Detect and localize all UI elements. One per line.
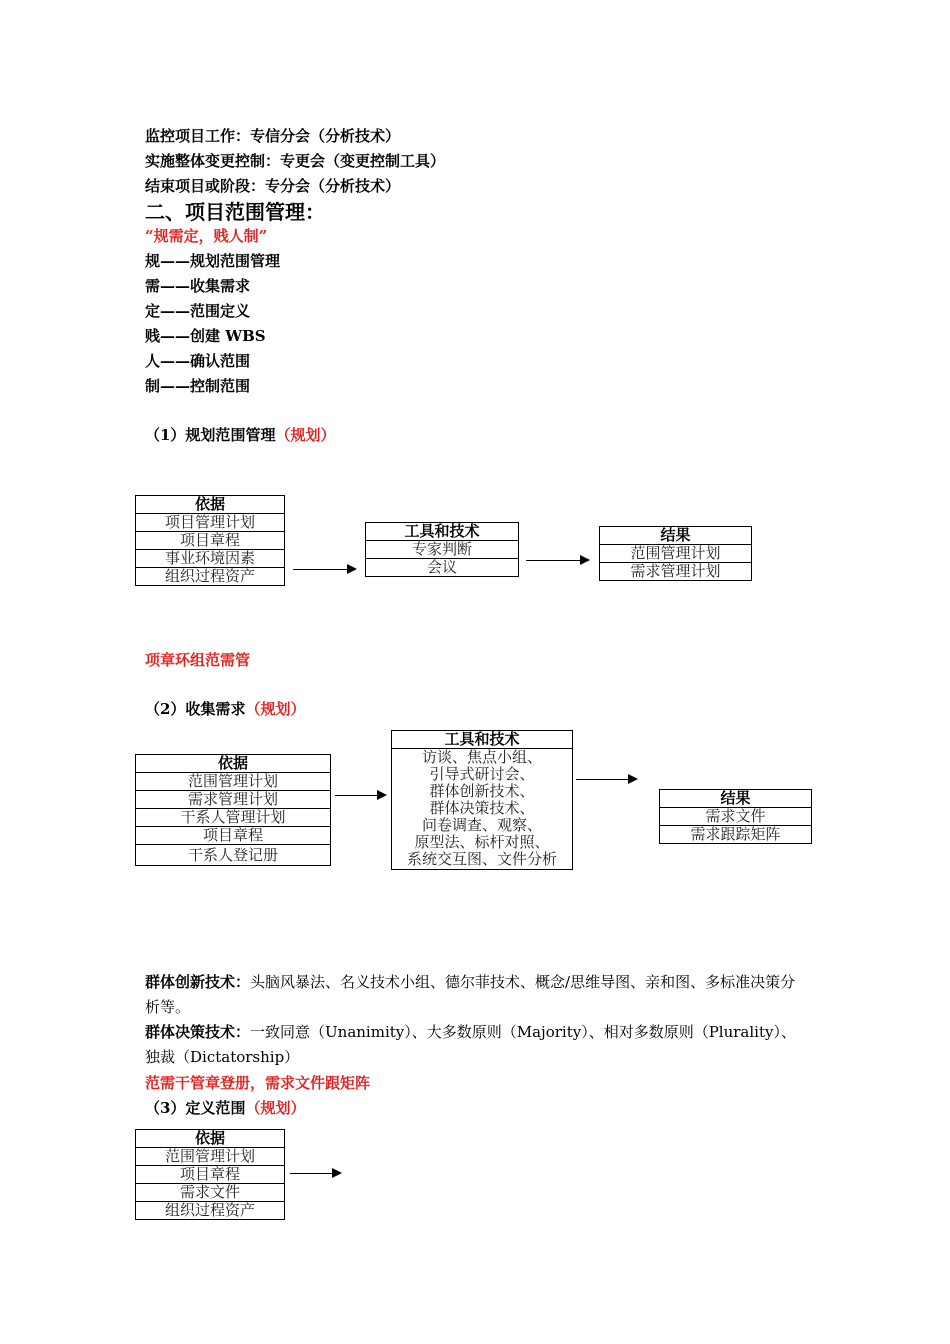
d1-outputs-header: 结果 xyxy=(660,527,691,544)
note-1-text: 头脑风暴法、名义技术小组、德尔菲技术、概念/思维导图、亲和图、多标准决策分析等。 xyxy=(145,973,796,1016)
note-1-label: 群体创新技术： xyxy=(145,973,251,991)
d2-output-item: 需求文件 xyxy=(660,807,811,825)
d1-tools-box xyxy=(365,522,519,577)
mnemonic-item: 贱——创建 WBS xyxy=(145,327,266,345)
intro-line-1: 监控项目工作：专信分会（分析技术） xyxy=(145,127,401,145)
subsection-1-title: （1）规划范围管理 xyxy=(145,426,276,444)
d3-input-item: 项目章程 xyxy=(136,1165,284,1183)
d2-inputs-box xyxy=(135,754,331,866)
mnemonic-item: 定——范围定义 xyxy=(145,302,251,320)
note-2-label: 群体决策技术： xyxy=(145,1023,251,1041)
d2-tools-list xyxy=(392,748,572,869)
subsection-3-tag: （规划） xyxy=(245,1099,306,1117)
subsection-1-heading xyxy=(145,425,335,445)
memo-2: 范需干管章登册，需求文件跟矩阵 xyxy=(145,1074,371,1092)
d2-input-item: 需求管理计划 xyxy=(136,790,330,808)
d2-tool-line: 原型法、标杆对照、 xyxy=(414,833,550,851)
d1-input-item: 项目章程 xyxy=(136,531,284,549)
d1-arrow-2 xyxy=(526,560,588,561)
d2-input-item: 范围管理计划 xyxy=(136,772,330,790)
mnemonic-item: 制——控制范围 xyxy=(145,377,251,395)
d2-inputs-header: 依据 xyxy=(217,755,248,772)
mnemonic-item: 需——收集需求 xyxy=(145,277,251,295)
d2-output-item: 需求跟踪矩阵 xyxy=(660,825,811,843)
mnemonic: “规需定，贱人制” xyxy=(145,227,268,245)
d1-inputs-box xyxy=(135,495,285,586)
note-2-text: 一致同意（Unanimity）、大多数原则（Majority）、相对多数原则（Plurality）、独裁（Dictatorship） xyxy=(145,1023,796,1066)
note-group-creativity xyxy=(145,970,810,1020)
subsection-3-title: （3）定义范围 xyxy=(145,1099,246,1117)
d2-outputs-header: 结果 xyxy=(720,790,751,807)
subsection-3-heading xyxy=(145,1098,305,1118)
d3-inputs-box xyxy=(135,1129,285,1220)
d1-tools-header: 工具和技术 xyxy=(404,523,480,540)
d1-outputs-box xyxy=(599,526,752,581)
d1-input-item: 项目管理计划 xyxy=(136,513,284,531)
d3-input-item: 范围管理计划 xyxy=(136,1147,284,1165)
section-title: 二、项目范围管理： xyxy=(145,200,325,224)
memo-1: 项章环组范需管 xyxy=(145,651,251,669)
d2-arrow-1 xyxy=(335,795,385,796)
intro-line-3: 结束项目或阶段：专分会（分析技术） xyxy=(145,177,401,195)
d3-input-item: 组织过程资产 xyxy=(136,1201,284,1219)
d3-input-item: 需求文件 xyxy=(136,1183,284,1201)
d2-tool-line: 系统交互图、文件分析 xyxy=(406,850,557,868)
d2-tool-line: 群体决策技术、 xyxy=(429,799,535,817)
d2-tool-line: 问卷调查、观察、 xyxy=(421,816,542,834)
d1-tool-item: 专家判断 xyxy=(366,540,518,558)
d1-output-item: 需求管理计划 xyxy=(600,562,751,580)
subsection-2-title: （2）收集需求 xyxy=(145,700,246,718)
d1-arrow-1 xyxy=(293,569,355,570)
d1-tool-item: 会议 xyxy=(366,558,518,576)
d3-inputs-header: 依据 xyxy=(194,1130,225,1147)
d2-input-item: 项目章程 xyxy=(136,826,330,844)
d2-tools-box xyxy=(391,730,573,870)
d1-input-item: 组织过程资产 xyxy=(136,567,284,585)
intro-line-2: 实施整体变更控制：专更会（变更控制工具） xyxy=(145,152,446,170)
subsection-2-tag: （规划） xyxy=(245,700,306,718)
d2-input-item: 干系人管理计划 xyxy=(136,808,330,826)
d1-input-item: 事业环境因素 xyxy=(136,549,284,567)
d1-inputs-header: 依据 xyxy=(194,496,225,513)
mnemonic-item: 规——规划范围管理 xyxy=(145,252,281,270)
d2-outputs-box xyxy=(659,789,812,844)
d2-input-item: 干系人登记册 xyxy=(136,844,330,865)
d2-tool-line: 引导式研讨会、 xyxy=(429,765,535,783)
subsection-1-tag: （规划） xyxy=(275,426,336,444)
d1-output-item: 范围管理计划 xyxy=(600,544,751,562)
d2-arrow-2 xyxy=(576,779,636,780)
d2-tool-line: 访谈、焦点小组、 xyxy=(421,748,542,766)
d2-tool-line: 群体创新技术、 xyxy=(429,782,535,800)
d3-arrow-1 xyxy=(290,1173,340,1174)
mnemonic-item: 人——确认范围 xyxy=(145,352,251,370)
d2-tools-header: 工具和技术 xyxy=(444,731,520,748)
note-group-decision xyxy=(145,1020,810,1070)
subsection-2-heading xyxy=(145,699,305,719)
